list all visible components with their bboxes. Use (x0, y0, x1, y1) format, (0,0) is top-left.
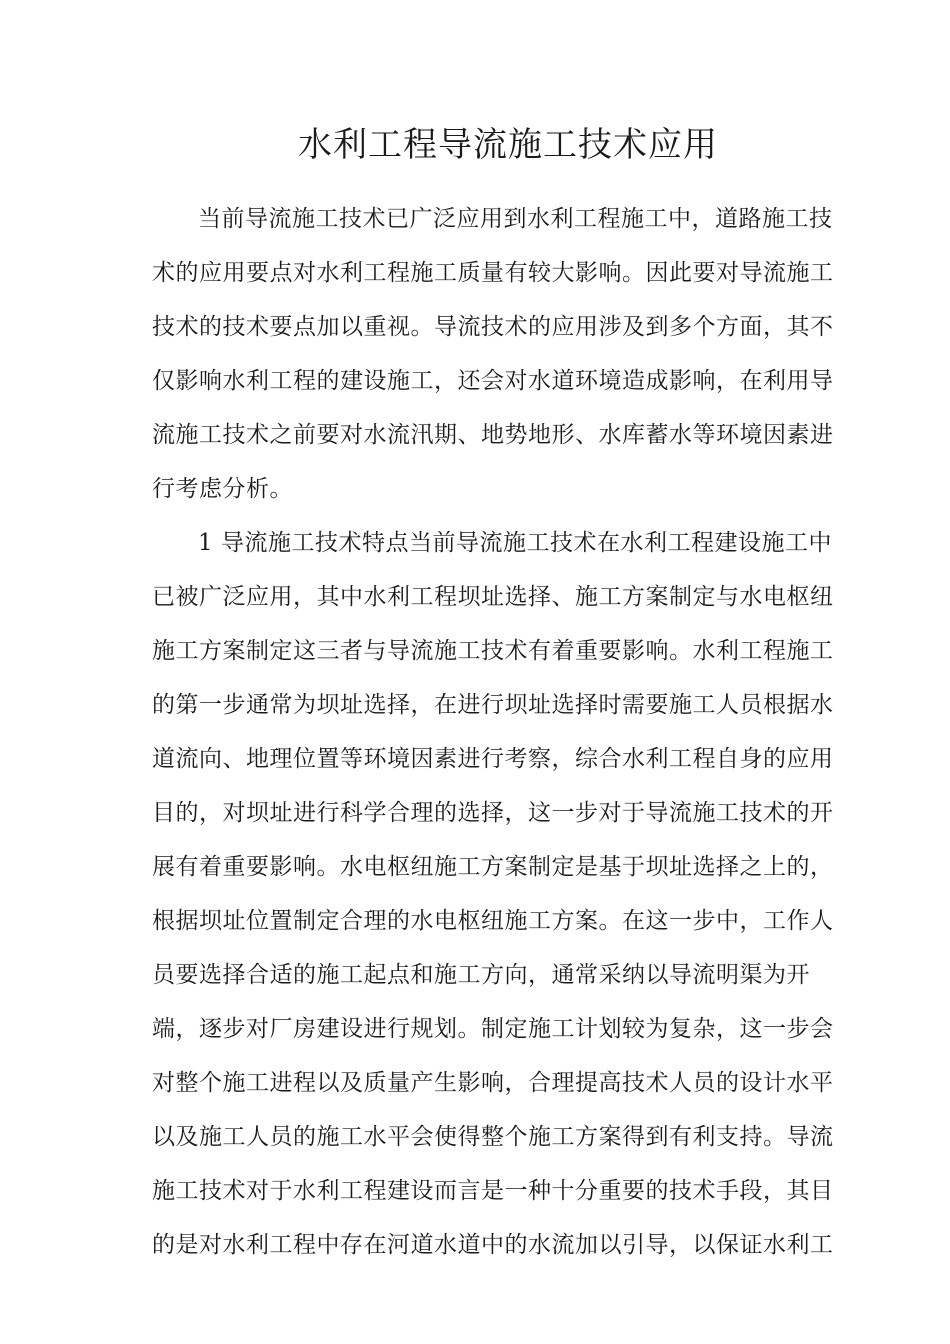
text-line: 以及施工人员的施工水平会使得整个施工方案得到有利支持。导流 (152, 1124, 834, 1150)
text-line: 流施工技术之前要对水流汛期、地势地形、水库蓄水等环境因素进 (152, 422, 834, 448)
text-line: 道流向、地理位置等环境因素进行考察，综合水利工程自身的应用 (152, 746, 834, 772)
text-line: 根据坝址位置制定合理的水电枢纽施工方案。在这一步中，工作人 (152, 908, 834, 934)
document-body (152, 192, 834, 1272)
text-line: 的是对水利工程中存在河道水道中的水流加以引导，以保证水利工 (152, 1232, 834, 1258)
text-line: 当前导流施工技术已广泛应用到水利工程施工中，道路施工技 (198, 206, 833, 232)
text-line: 已被广泛应用，其中水利工程坝址选择、施工方案制定与水电枢纽 (152, 584, 834, 610)
text-line: 员要选择合适的施工起点和施工方向，通常采纳以导流明渠为开 (152, 962, 810, 988)
text-line: 的第一步通常为坝址选择，在进行坝址选择时需要施工人员根据水 (152, 692, 834, 718)
text-line: 1 导流施工技术特点当前导流施工技术在水利工程建设施工中 (198, 530, 832, 556)
text-line: 术的应用要点对水利工程施工质量有较大影响。因此要对导流施工 (152, 260, 834, 286)
text-line: 行考虑分析。 (152, 476, 293, 502)
document-title: 水利工程导流施工技术应用 (298, 125, 718, 165)
paragraph-section-1 (152, 516, 834, 1272)
text-line: 仅影响水利工程的建设施工，还会对水道环境造成影响，在利用导 (152, 368, 834, 394)
text-line: 对整个施工进程以及质量产生影响，合理提高技术人员的设计水平 (152, 1070, 834, 1096)
text-line: 展有着重要影响。水电枢纽施工方案制定是基于坝址选择之上的， (152, 854, 834, 880)
text-line: 端，逐步对厂房建设进行规划。制定施工计划较为复杂，这一步会 (152, 1016, 834, 1042)
text-line: 施工技术对于水利工程建设而言是一种十分重要的技术手段，其目 (152, 1178, 834, 1204)
text-line: 目的，对坝址进行科学合理的选择，这一步对于导流施工技术的开 (152, 800, 834, 826)
paragraph-intro (152, 192, 834, 516)
text-line: 技术的技术要点加以重视。导流技术的应用涉及到多个方面，其不 (152, 314, 834, 340)
text-line: 施工方案制定这三者与导流施工技术有着重要影响。水利工程施工 (152, 638, 834, 664)
